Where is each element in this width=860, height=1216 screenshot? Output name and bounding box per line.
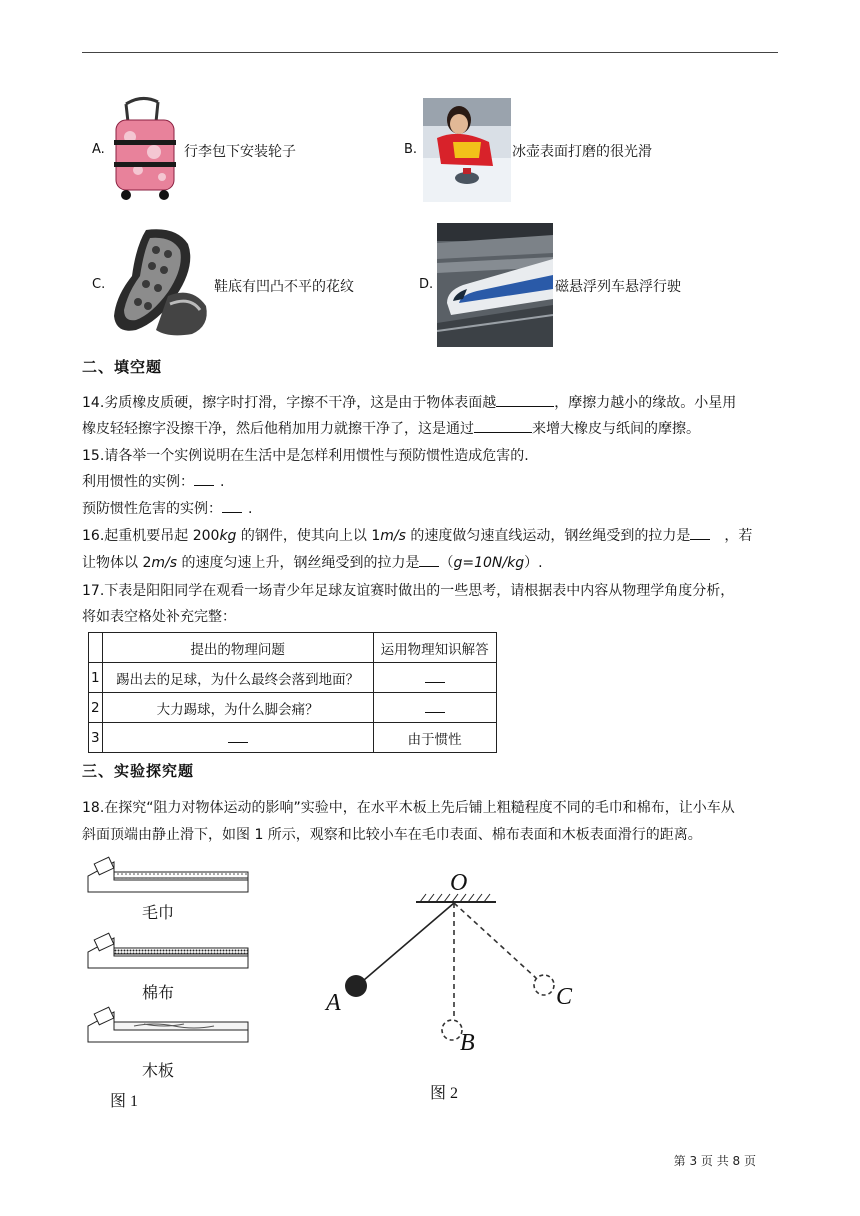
q15-end-2: . xyxy=(248,501,253,517)
ramp-towel xyxy=(88,857,248,892)
q14-text-c: 橡皮轻轻擦字没擦干净，然后他稍加用力就擦干净了，这是通过 xyxy=(82,421,474,437)
luggage-image xyxy=(108,92,182,204)
pendulum-diagram xyxy=(300,870,600,1070)
q16-text-e: 让物体以 2 xyxy=(82,555,152,571)
section-title-experiment: 三、实验探究题 xyxy=(82,762,195,780)
option-b-text: 冰壶表面打磨的很光滑 xyxy=(512,144,652,160)
q16-unit-ms-2: m/s xyxy=(151,555,178,571)
q15-blank-1[interactable] xyxy=(194,471,214,486)
table-row xyxy=(89,693,497,723)
question-18-line1: 18.在探究“阻力对物体运动的影响”实验中，在水平木板上先后铺上粗糙程度不同的毛巾和棉布，让小车从 xyxy=(82,800,735,816)
section-title-fill: 二、填空题 xyxy=(82,358,163,376)
q15-end-1: . xyxy=(220,474,225,490)
table-header-answer: 运用物理知识解答 xyxy=(373,633,496,663)
question-18-line2: 斜面顶端由静止滑下，如图 1 所示，观察和比较小车在毛巾表面、棉布表面和木板表面滑行的距离。 xyxy=(82,827,702,843)
option-b-letter: B. xyxy=(404,142,418,157)
q14-text-d: 来增大橡皮与纸间的摩擦。 xyxy=(532,421,700,437)
question-15-line1: 15.请各举一个实例说明在生活中是怎样利用惯性与预防惯性造成危害的. xyxy=(82,448,529,464)
q16-text-b: 的钢件，使其向上以 1 xyxy=(236,528,381,544)
table-row xyxy=(89,663,497,693)
figure-1-ramps xyxy=(84,856,284,1116)
answer-blank-line[interactable] xyxy=(425,668,445,683)
q16-text-d: ，若 xyxy=(724,528,753,544)
q16-g-expression: g=10N/kg xyxy=(453,555,525,571)
table-row-num: 3 xyxy=(89,723,103,753)
question-15-line2 xyxy=(82,469,782,495)
table-row-question: 大力踢球，为什么脚会痛？ xyxy=(102,693,373,723)
curling-image xyxy=(423,98,511,202)
q14-blank-2[interactable] xyxy=(474,418,532,433)
option-a-letter: A. xyxy=(92,142,105,157)
option-c-text: 鞋底有凹凸不平的花纹 xyxy=(214,279,354,295)
q16-blank-2[interactable] xyxy=(419,552,439,567)
table-row-num: 2 xyxy=(89,693,103,723)
question-blank-line[interactable] xyxy=(228,728,248,743)
header-rule xyxy=(82,52,778,53)
q16-text-c: 的速度做匀速直线运动，钢丝绳受到的拉力是 xyxy=(405,528,691,544)
figure-2-caption: 图 2 xyxy=(430,1085,459,1102)
answer-blank-line[interactable] xyxy=(425,698,445,713)
maglev-train-image xyxy=(437,223,553,347)
point-b-label: B xyxy=(460,1030,475,1056)
option-a-text: 行李包下安装轮子 xyxy=(184,144,296,160)
ramp-cotton xyxy=(88,933,248,968)
q15-label-use: 利用惯性的实例： xyxy=(82,474,194,490)
shoe-image xyxy=(106,226,212,342)
q15-blank-2[interactable] xyxy=(222,498,242,513)
question-17-line2: 将如表空格处补充完整： xyxy=(82,609,236,625)
figure-2-pendulum xyxy=(300,870,600,1110)
q16-text-h: ）. xyxy=(524,555,543,571)
option-d-letter: D. xyxy=(419,277,434,292)
table-header-num xyxy=(89,633,103,663)
question-14-line2 xyxy=(82,416,782,442)
table-header-question: 提出的物理问题 xyxy=(102,633,373,663)
table-header-row xyxy=(89,633,497,663)
q14-blank-1[interactable] xyxy=(496,392,554,407)
question-16-line2 xyxy=(82,550,782,576)
table-row-answer-blank[interactable] xyxy=(373,663,496,693)
q16-text-f: 的速度匀速上升，钢丝绳受到的拉力是 xyxy=(177,555,420,571)
question-14-line1 xyxy=(82,390,782,416)
table-row-answer-blank[interactable] xyxy=(373,693,496,723)
figure-1-caption: 图 1 xyxy=(110,1093,139,1110)
table-row xyxy=(89,723,497,753)
q16-unit-ms-1: m/s xyxy=(380,528,406,544)
physics-question-table xyxy=(88,632,497,753)
q16-text-a: 16.起重机要吊起 200 xyxy=(82,528,220,544)
q16-blank-1[interactable] xyxy=(690,525,710,540)
ramp-illustrations xyxy=(84,856,284,1052)
option-c-letter: C. xyxy=(92,277,106,292)
question-16-line1 xyxy=(82,523,782,549)
question-15-line3 xyxy=(82,496,782,522)
question-17-line1: 17.下表是阳阳同学在观看一场青少年足球友谊赛时做出的一些思考，请根据表中内容从物理学角度分析， xyxy=(82,583,735,599)
label-cotton: 棉布 xyxy=(142,983,175,1002)
table-row-answer: 由于惯性 xyxy=(373,723,496,753)
option-d-text: 磁悬浮列车悬浮行驶 xyxy=(555,279,681,295)
q16-text-g: （ xyxy=(439,555,454,571)
q15-label-prevent: 预防惯性危害的实例： xyxy=(82,501,222,517)
point-o-label: O xyxy=(450,870,468,896)
page-footer: 第 3 页 共 8 页 xyxy=(673,1154,756,1168)
label-towel: 毛巾 xyxy=(142,903,175,922)
table-row-question: 踢出去的足球，为什么最终会落到地面？ xyxy=(102,663,373,693)
table-row-question-blank[interactable] xyxy=(102,723,373,753)
point-c-label: C xyxy=(556,984,573,1010)
label-wood: 木板 xyxy=(142,1061,175,1080)
point-a-label: A xyxy=(326,990,341,1016)
q14-text-b: ，摩擦力越小的缘故。小星用 xyxy=(554,395,737,411)
q16-unit-kg: kg xyxy=(219,528,237,544)
q14-text-a: 14.劣质橡皮质硬，擦字时打滑，字擦不干净，这是由于物体表面越 xyxy=(82,395,497,411)
table-row-num: 1 xyxy=(89,663,103,693)
ramp-wood xyxy=(88,1007,248,1042)
